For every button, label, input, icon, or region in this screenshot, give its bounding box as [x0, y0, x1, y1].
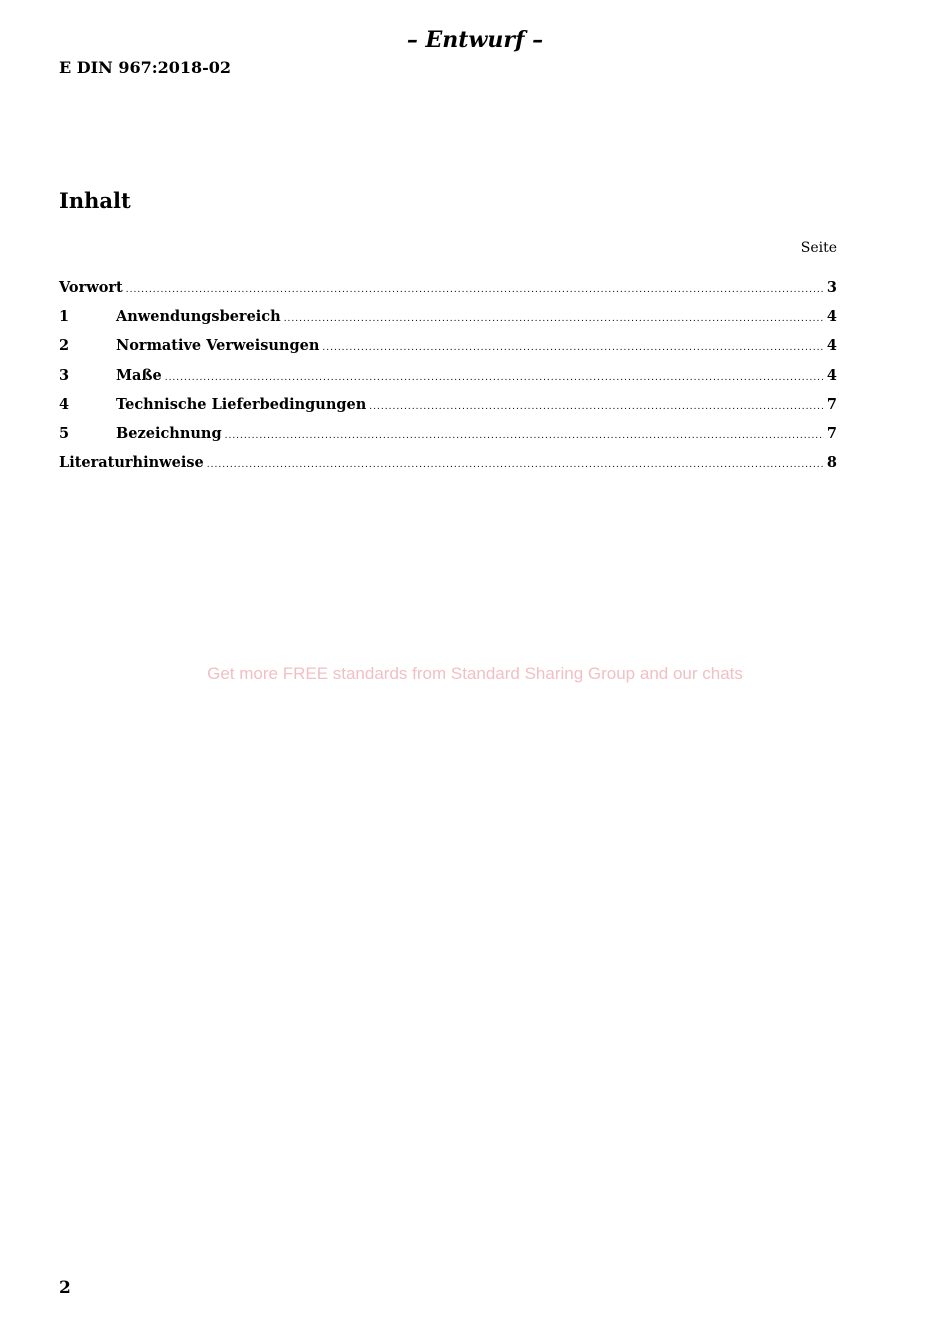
toc-entry-page: 7 [826, 395, 837, 413]
watermark-text: Get more FREE standards from Standard Sharing Group and our chats [207, 664, 743, 683]
toc-entry-vorwort[interactable] [59, 279, 837, 308]
toc-entry-literaturhinweise[interactable] [59, 454, 837, 483]
toc-leader-dots [165, 373, 824, 383]
toc-entry-title: Bezeichnung [116, 424, 222, 442]
toc-heading: Inhalt [59, 188, 131, 213]
toc-entry-normative-verweisungen[interactable] [59, 337, 837, 366]
toc-leader-dots [284, 314, 824, 324]
toc-entry-number: 5 [59, 424, 70, 442]
toc-entry-technische-lieferbedingungen[interactable] [59, 396, 837, 425]
toc-leader-dots [369, 402, 824, 412]
document-id: E DIN 967:2018-02 [59, 58, 232, 77]
toc-entry-number: 4 [59, 395, 70, 413]
toc-entry-page: 4 [826, 366, 837, 384]
toc-entry-title: Anwendungsbereich [116, 308, 281, 326]
toc-entry-number: 3 [59, 366, 70, 384]
toc-entry-title: Literaturhinweise [59, 454, 204, 472]
toc-entry-page: 3 [826, 279, 837, 296]
toc-entry-bezeichnung[interactable] [59, 425, 837, 454]
table-of-contents [59, 279, 837, 483]
toc-entry-page: 4 [826, 308, 837, 326]
toc-leader-dots [207, 460, 824, 470]
toc-leader-dots [126, 285, 824, 295]
toc-entry-page: 8 [826, 454, 837, 472]
toc-entry-number: 1 [59, 308, 70, 326]
toc-entry-page: 4 [826, 337, 837, 355]
toc-entry-title: Technische Lieferbedingungen [116, 395, 367, 413]
toc-leader-dots [322, 343, 824, 353]
toc-entry-title: Maße [116, 366, 162, 384]
toc-entry-anwendungsbereich[interactable] [59, 308, 837, 337]
toc-leader-dots [225, 431, 824, 441]
toc-entry-title: Vorwort [59, 279, 123, 296]
draft-banner: – Entwurf – [406, 27, 544, 53]
toc-entry-title: Normative Verweisungen [116, 337, 320, 355]
page-column-label: Seite [800, 240, 837, 256]
toc-entry-masse[interactable] [59, 367, 837, 396]
page-number: 2 [59, 1278, 71, 1298]
toc-entry-number: 2 [59, 337, 70, 355]
toc-entry-page: 7 [826, 424, 837, 442]
